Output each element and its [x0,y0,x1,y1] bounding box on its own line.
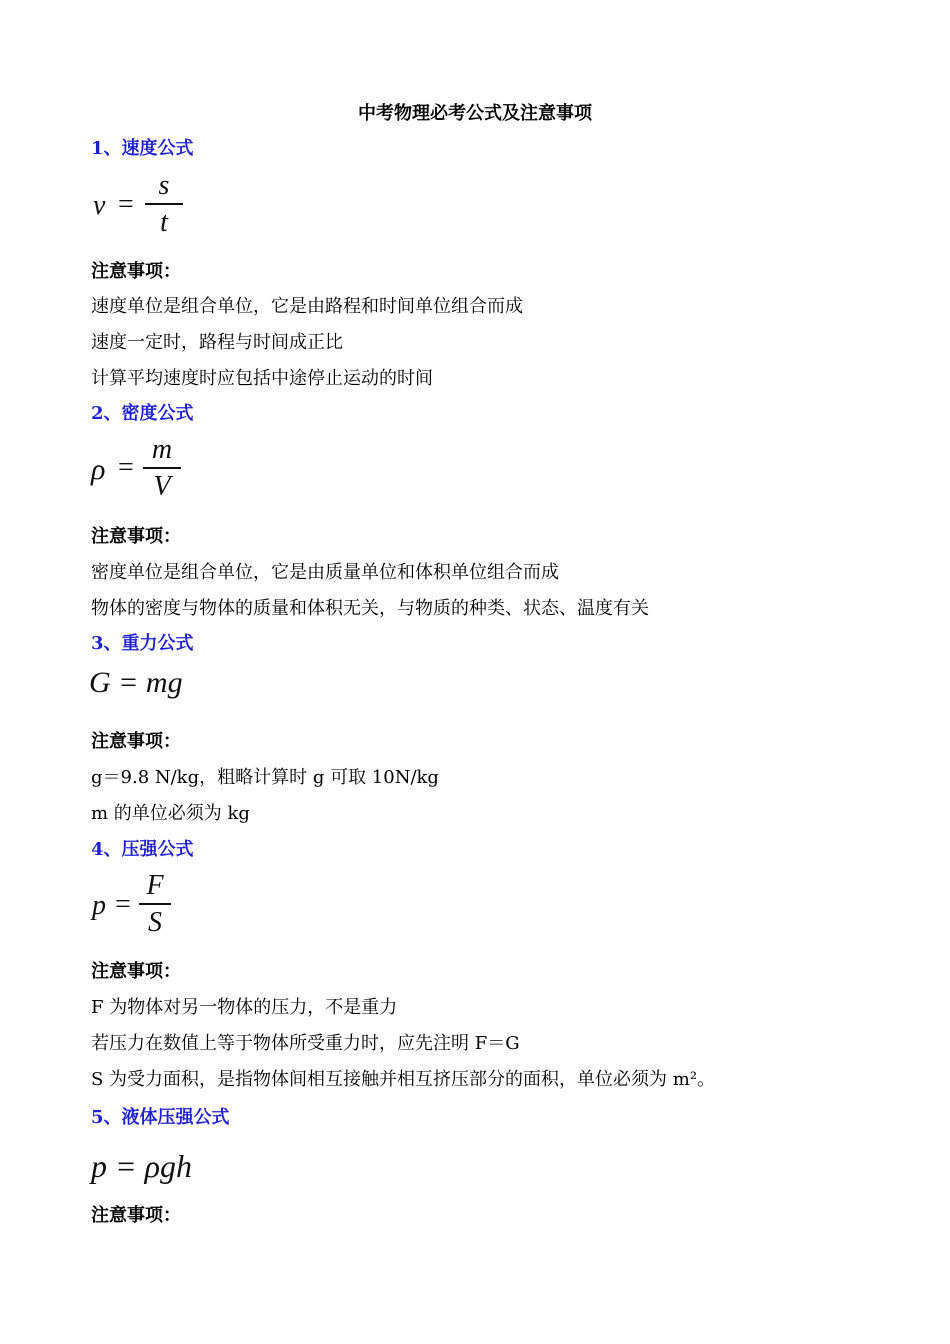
section-heading-liquid-pressure: 5、液体压强公式 [91,1107,230,1128]
notes-label: 注意事项： [91,1205,181,1226]
fraction-bar [143,467,181,469]
formula-lhs: ρ [91,453,106,486]
note-item: 若压力在数值上等于物体所受重力时，应先注明 F＝G [91,1033,520,1054]
formula-text: p = ρgh [91,1148,192,1184]
fraction-denominator: t [160,206,168,238]
gravity-formula [88,666,208,706]
note-item: F 为物体对另一物体的压力，不是重力 [91,997,398,1018]
fraction-denominator: V [153,470,171,502]
formula-equals: = [115,889,131,920]
notes-label: 注意事项： [91,261,181,282]
fraction-numerator: s [158,170,170,201]
density-formula [88,436,208,506]
fraction-denominator: S [148,906,162,938]
section-heading-density: 2、密度公式 [91,403,194,424]
formula-fraction [144,172,184,237]
formula-lhs: v [93,190,106,221]
formula-lhs: p [92,890,106,921]
fraction-bar [145,203,183,205]
note-item: 密度单位是组合单位，它是由质量单位和体积单位组合而成 [91,562,559,583]
notes-label: 注意事项： [91,526,181,547]
note-item: m 的单位必须为 kg [91,803,250,824]
formula-fraction [138,872,172,937]
note-item: 物体的密度与物体的质量和体积无关，与物质的种类、状态、温度有关 [91,598,649,619]
section-heading-pressure: 4、压强公式 [91,839,194,860]
note-item: 速度一定时，路程与时间成正比 [91,332,343,353]
section-heading-speed: 1、速度公式 [91,138,194,159]
note-item: S 为受力面积，是指物体间相互接触并相互挤压部分的面积，单位必须为 m²。 [91,1069,716,1090]
pressure-formula [88,872,208,942]
page-title: 中考物理必考公式及注意事项 [358,103,592,124]
fraction-bar [139,903,171,905]
notes-label: 注意事项： [91,961,181,982]
formula-text: G = mg [89,666,183,699]
note-item: 计算平均速度时应包括中途停止运动的时间 [91,368,433,389]
formula-equals: = [118,189,134,220]
speed-formula [88,172,208,242]
formula-equals: = [118,452,134,483]
section-heading-gravity: 3、重力公式 [91,633,194,654]
note-item: 速度单位是组合单位，它是由路程和时间单位组合而成 [91,296,523,317]
liquid-pressure-formula [88,1148,228,1192]
fraction-numerator: F [146,870,164,901]
fraction-numerator: m [151,434,173,465]
formula-fraction [142,436,182,501]
note-item: g＝9.8 N/kg，粗略计算时 g 可取 10N/kg [91,767,439,788]
notes-label: 注意事项： [91,731,181,752]
